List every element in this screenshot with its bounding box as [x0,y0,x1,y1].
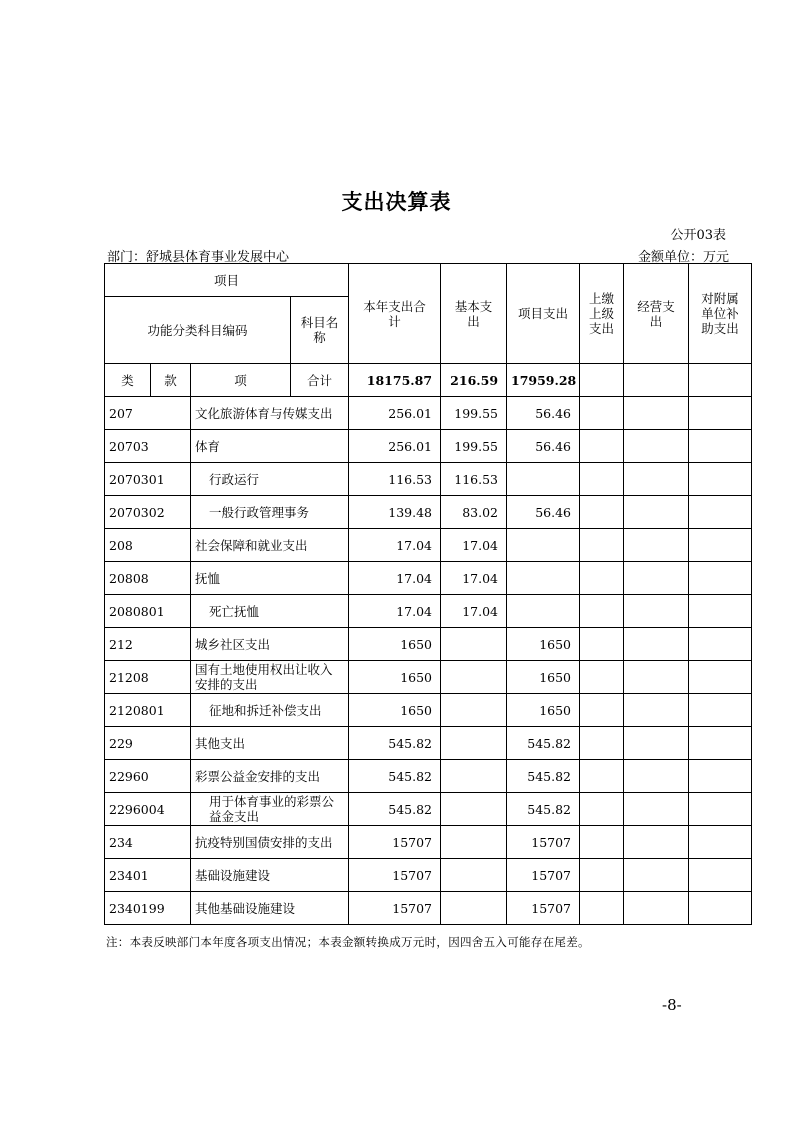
header-total: 本年支出合计 [349,264,441,364]
row-total: 17.04 [349,562,441,595]
unit-label: 金额单位：万元 [637,250,729,265]
row-subsidy [689,793,752,826]
row-name: 体育 [191,430,349,463]
table-row [105,892,752,925]
table-row [105,562,752,595]
row-name: 用于体育事业的彩票公益金支出 [191,793,349,826]
row-upper [580,397,624,430]
row-name: 一般行政管理事务 [191,496,349,529]
row-code: 2070301 [105,463,191,496]
table-row [105,727,752,760]
row-upper [580,793,624,826]
row-code: 229 [105,727,191,760]
row-business [624,892,689,925]
row-code: 2080801 [105,595,191,628]
row-basic: 17.04 [441,562,507,595]
summary-label: 合计 [291,364,349,397]
footnote: 注：本表反映部门本年度各项支出情况；本表金额转换成万元时，因四舍五入可能存在尾差。 [106,935,590,949]
department-label: 部门：舒城县体育事业发展中心 [107,250,290,265]
summary-row [105,364,752,397]
expenditure-table [104,263,752,925]
row-project: 545.82 [507,793,580,826]
row-subsidy [689,727,752,760]
row-business [624,760,689,793]
row-business [624,694,689,727]
table-row [105,859,752,892]
row-code: 212 [105,628,191,661]
row-code: 2340199 [105,892,191,925]
row-name: 国有土地使用权出让收入安排的支出 [191,661,349,694]
table-row [105,595,752,628]
row-basic [441,826,507,859]
row-basic [441,859,507,892]
row-code: 2070302 [105,496,191,529]
row-upper [580,694,624,727]
row-business [624,562,689,595]
row-project [507,529,580,562]
row-code: 20703 [105,430,191,463]
row-project [507,463,580,496]
row-code: 23401 [105,859,191,892]
row-subsidy [689,826,752,859]
row-project: 545.82 [507,727,580,760]
row-business [624,859,689,892]
row-name: 文化旅游体育与传媒支出 [191,397,349,430]
row-project: 15707 [507,826,580,859]
row-code: 2296004 [105,793,191,826]
row-subsidy [689,463,752,496]
row-name: 抚恤 [191,562,349,595]
table-row [105,628,752,661]
header-basic: 基本支出 [441,264,507,364]
row-upper [580,727,624,760]
row-upper [580,430,624,463]
row-business [624,529,689,562]
row-basic: 17.04 [441,529,507,562]
row-subsidy [689,496,752,529]
row-name: 征地和拆迁补偿支出 [191,694,349,727]
row-upper [580,628,624,661]
row-upper [580,760,624,793]
row-code: 207 [105,397,191,430]
row-subsidy [689,661,752,694]
row-name: 城乡社区支出 [191,628,349,661]
row-total: 17.04 [349,529,441,562]
row-subsidy [689,562,752,595]
row-project [507,562,580,595]
row-upper [580,496,624,529]
row-business [624,793,689,826]
row-code: 21208 [105,661,191,694]
row-code: 208 [105,529,191,562]
row-total: 139.48 [349,496,441,529]
row-upper [580,826,624,859]
row-total: 15707 [349,892,441,925]
row-name: 行政运行 [191,463,349,496]
row-basic [441,628,507,661]
row-total: 15707 [349,826,441,859]
row-name: 其他基础设施建设 [191,892,349,925]
row-project: 56.46 [507,430,580,463]
row-project: 545.82 [507,760,580,793]
row-total: 545.82 [349,793,441,826]
row-name: 其他支出 [191,727,349,760]
table-row [105,430,752,463]
header-subject-name: 科目名称 [291,297,349,364]
row-basic [441,727,507,760]
row-name: 社会保障和就业支出 [191,529,349,562]
row-business [624,826,689,859]
table-row [105,463,752,496]
row-upper [580,562,624,595]
row-basic [441,793,507,826]
row-total: 256.01 [349,397,441,430]
row-subsidy [689,859,752,892]
row-subsidy [689,694,752,727]
header-business: 经营支出 [624,264,689,364]
row-business [624,463,689,496]
table-row [105,760,752,793]
row-project: 56.46 [507,496,580,529]
table-row [105,529,752,562]
page-title: 支出决算表 [341,189,452,214]
row-total: 116.53 [349,463,441,496]
table-row [105,496,752,529]
row-code: 2120801 [105,694,191,727]
row-basic [441,661,507,694]
summary-basic: 216.59 [441,364,507,397]
row-upper [580,529,624,562]
row-name: 抗疫特别国债安排的支出 [191,826,349,859]
summary-kuan: 款 [151,364,191,397]
table-row [105,661,752,694]
row-subsidy [689,628,752,661]
row-code: 22960 [105,760,191,793]
row-basic [441,760,507,793]
row-total: 1650 [349,661,441,694]
row-upper [580,463,624,496]
row-subsidy [689,430,752,463]
row-basic [441,892,507,925]
row-basic [441,694,507,727]
row-project: 1650 [507,628,580,661]
header-func-code: 功能分类科目编码 [105,297,291,364]
row-upper [580,661,624,694]
header-project: 项目 [105,264,349,297]
row-business [624,595,689,628]
table-row [105,397,752,430]
table-row [105,694,752,727]
row-name: 死亡抚恤 [191,595,349,628]
row-business [624,628,689,661]
summary-project: 17959.28 [507,364,580,397]
table-row [105,793,752,826]
row-basic: 199.55 [441,430,507,463]
row-basic: 17.04 [441,595,507,628]
row-basic: 116.53 [441,463,507,496]
row-project: 56.46 [507,397,580,430]
row-total: 545.82 [349,727,441,760]
summary-xiang: 项 [191,364,291,397]
row-code: 234 [105,826,191,859]
row-business [624,661,689,694]
row-upper [580,892,624,925]
row-business [624,430,689,463]
row-upper [580,595,624,628]
header-subsidy: 对附属单位补助支出 [689,264,752,364]
row-business [624,496,689,529]
row-total: 545.82 [349,760,441,793]
row-total: 1650 [349,628,441,661]
row-total: 1650 [349,694,441,727]
summary-lei: 类 [105,364,151,397]
row-basic: 83.02 [441,496,507,529]
row-project: 15707 [507,859,580,892]
row-total: 15707 [349,859,441,892]
row-business [624,397,689,430]
row-project: 1650 [507,694,580,727]
row-project: 1650 [507,661,580,694]
row-project [507,595,580,628]
row-total: 17.04 [349,595,441,628]
row-subsidy [689,892,752,925]
row-subsidy [689,595,752,628]
row-upper [580,859,624,892]
header-upper: 上缴上级支出 [580,264,624,364]
row-name: 彩票公益金安排的支出 [191,760,349,793]
table-row [105,826,752,859]
summary-total: 18175.87 [349,364,441,397]
row-basic: 199.55 [441,397,507,430]
header-project-exp: 项目支出 [507,264,580,364]
row-code: 20808 [105,562,191,595]
row-total: 256.01 [349,430,441,463]
row-name: 基础设施建设 [191,859,349,892]
row-project: 15707 [507,892,580,925]
page-number: -8- [662,996,682,1014]
row-subsidy [689,397,752,430]
row-business [624,727,689,760]
row-subsidy [689,760,752,793]
form-code: 公开03表 [670,228,726,243]
row-subsidy [689,529,752,562]
